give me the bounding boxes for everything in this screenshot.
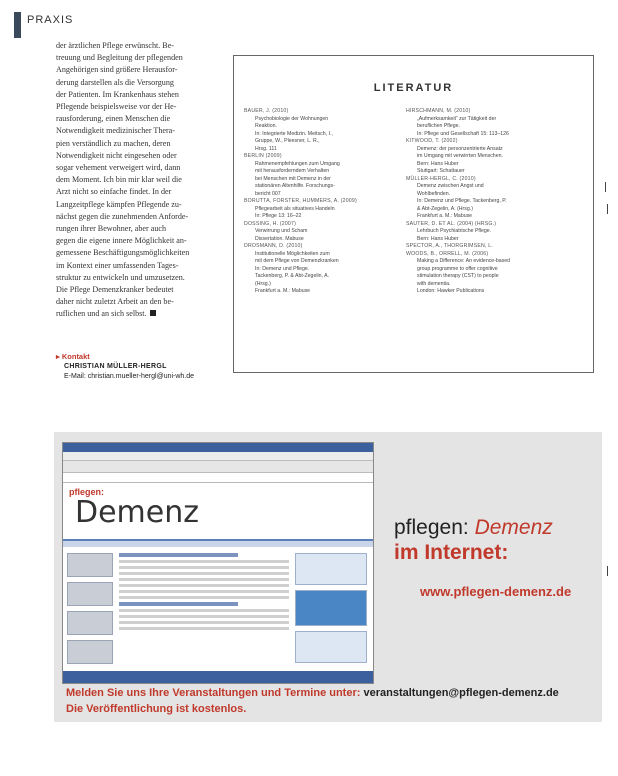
literature-reference (244, 198, 394, 221)
article-line: der Patienten. Im Krankenhaus stehen (56, 89, 179, 99)
reference-line: In: Demenz und Pflege. (255, 265, 310, 272)
reference-line: Lehrbuch Psychiatrische Pflege. (417, 228, 492, 234)
reference-line: Institutionelle Möglichkeiten zum (255, 250, 330, 257)
reference-author: KITWOOD, T. (2002) (406, 138, 458, 144)
ad-headline-prefix: pflegen: (394, 516, 475, 539)
literature-reference (406, 221, 584, 244)
article-line-text: ruflichen und an sich selbst. (56, 309, 147, 319)
reference-line: Stuttgart: Schattauer (417, 168, 465, 174)
article-line: der ärztlichen Pflege erwünscht. Be- (56, 41, 174, 50)
reference-line: Gruppe, W., Pleesner, L. R., (255, 138, 320, 144)
article-body (56, 40, 228, 321)
reference-line: (Hrsg.) (255, 280, 271, 287)
reference-line: bei Menschen mit Demenz in der (255, 175, 331, 182)
site-brand: pflegen: (69, 487, 104, 497)
reference-line: Bern: Hans Huber (417, 235, 459, 242)
text-placeholder (119, 578, 289, 581)
literature-right-column (406, 108, 584, 296)
reference-line: In: Pflege 13: 16–22 (255, 213, 302, 219)
ad-headline (394, 516, 553, 565)
literature-box (233, 55, 594, 373)
literature-reference (244, 108, 394, 153)
text-placeholder (119, 590, 289, 593)
literature-reference (244, 153, 394, 198)
ad-bottom-email[interactable]: veranstaltungen@pflegen-demenz.de (363, 687, 559, 699)
sidebar-thumbnail (67, 553, 113, 577)
right-photo (295, 590, 367, 626)
reference-line: Hrsg. 111 (255, 145, 277, 152)
reference-author: DROSMANN, D. (2010) (244, 243, 303, 249)
article-line: gegen die eigene innere Möglichkeit an- (56, 236, 187, 246)
article-line: gemessene Beschäftigungsmöglichkeiten (56, 248, 190, 258)
reference-author: WOODS, B., ORRELL, M. (2006) (406, 250, 489, 257)
reference-author: SAUTER, D. ET AL. (2004) (HRSG.) (406, 220, 497, 227)
article-line: rausforderung, einen Menschen die (56, 114, 171, 124)
literature-reference (406, 176, 584, 221)
reference-line: group programme to offer cognitive (417, 265, 498, 272)
sidebar-thumbnail (67, 640, 113, 664)
browser-titlebar (63, 443, 373, 452)
article-line: rungen ihrer Bewohner, aber auch (56, 224, 167, 234)
reference-line: Rahmenempfehlungen zum Umgang (255, 160, 340, 167)
reference-line: Demenz: der personzentrierte Ansatz (417, 145, 503, 152)
article-line: nächst gegen die zunehmenden Anforde- (56, 211, 189, 221)
contact-email[interactable]: E-Mail: christian.mueller-hergl@uni-wh.de (64, 373, 195, 380)
reference-author: SPECTOR, A., THORGRIMSEN, L. (406, 243, 493, 249)
text-placeholder (119, 621, 289, 624)
browser-toolbar (63, 461, 373, 473)
ad-bottom-prefix: Melden Sie uns Ihre Veranstaltungen und Termine unter: (66, 687, 364, 699)
reference-line: with dementia. (417, 280, 451, 287)
reference-line: mit dem Pflege von Demenzkranken (255, 258, 339, 264)
contact-name: CHRISTIAN MÜLLER-HERGL (64, 363, 167, 370)
text-placeholder (119, 609, 289, 612)
article-line: derung darstellen als die Versorgung (56, 77, 174, 87)
text-placeholder (119, 572, 289, 575)
site-header (63, 483, 373, 541)
right-box (295, 553, 367, 585)
literature-title: LITERATUR (373, 82, 454, 94)
reference-line: Reaktion. (255, 123, 277, 129)
sidebar-thumbnail (67, 611, 113, 635)
literature-reference (406, 243, 584, 251)
reference-line: beruflichen Pflege. (417, 123, 460, 129)
literature-reference (406, 108, 584, 138)
reference-author: BAUER, J. (2010) (244, 108, 289, 114)
reference-line: „Aufmerksamkeit“ zur Tätigkeit der (417, 115, 497, 122)
site-main-content (119, 553, 289, 667)
end-of-article-mark (150, 310, 156, 316)
right-box (295, 631, 367, 663)
article-line: im Kontext einer umfassenden Tages- (56, 260, 179, 270)
article-line: dem Moment. Ich bin mir klar weil die (56, 175, 182, 185)
text-placeholder (119, 560, 289, 563)
text-placeholder (119, 566, 289, 569)
contact-heading-text: Kontakt (61, 352, 90, 361)
margin-mark (607, 566, 608, 576)
ad-url[interactable]: www.pflegen-demenz.de (420, 584, 572, 599)
reference-line: stimulation therapy (CST) to people (417, 273, 499, 279)
reference-line: London: Hawker Publications (417, 288, 485, 294)
literature-left-column (244, 108, 394, 296)
reference-line: Frankfurt a. M.: Mabuse (255, 288, 311, 294)
text-placeholder (119, 615, 289, 618)
site-nav (63, 541, 373, 547)
reference-line: Dissertation. Mabuse (255, 235, 304, 242)
text-placeholder (119, 584, 289, 587)
literature-reference (406, 138, 584, 176)
article-line: Pflegende beispielsweise vor der He- (56, 102, 177, 112)
reference-line: & Abt-Zegelin, A. (Hrsg.) (417, 205, 473, 212)
article-line: Angehörigen sind größere Herausfor- (56, 65, 178, 75)
site-right-column (295, 553, 367, 667)
section-label: PRAXIS (27, 14, 74, 26)
reference-line: Making a Difference: An evidence-based (417, 258, 511, 264)
contact-heading: ▸ Kontakt (56, 352, 90, 361)
article-line: Notwendigkeit nicht eingesehen oder (56, 150, 177, 160)
website-screenshot (62, 442, 374, 684)
ad-bottom-line2: Die Veröffentlichung ist kostenlos. (66, 703, 247, 715)
reference-author: HIRSCHMANN, M. (2010) (406, 108, 471, 114)
reference-line: stationären Altenhilfe. Forschungs- (255, 183, 335, 189)
reference-line: Bern: Hans Huber (417, 160, 459, 167)
text-placeholder (119, 627, 289, 630)
reference-author: BERLIN (2009) (244, 153, 282, 159)
reference-line: bericht 007 (255, 190, 281, 197)
reference-line: Tackenberg, P. & Abt-Zegelin, A. (255, 273, 330, 279)
browser-page (63, 483, 373, 671)
literature-reference (244, 243, 394, 296)
ad-headline-line2: im Internet: (394, 541, 509, 564)
article-line: struktur zu entwickeln und umzusetzen. (56, 272, 185, 282)
article-line: treuung und Begleitung der pflegenden (56, 53, 183, 63)
main-heading-placeholder (119, 553, 238, 557)
article-line: daher nicht zuletzt Arbeit an den be- (56, 297, 174, 307)
reference-line: im Umgang mit verwirrten Menschen. (417, 153, 503, 159)
main-heading-placeholder (119, 602, 238, 606)
article-line: pien verständlich zu machen, deren (56, 138, 171, 148)
reference-author: BORUTTA, FORSTER, HUMMERS, A. (2009) (244, 198, 357, 204)
margin-mark (605, 182, 606, 192)
contact-block (56, 352, 246, 382)
browser-address-bar (63, 473, 373, 483)
reference-line: In: Integrierte Medizin. Meitsch, I., (255, 130, 333, 137)
literature-reference (244, 221, 394, 244)
browser-statusbar (63, 671, 373, 683)
site-title: Demenz (75, 495, 199, 530)
article-line: Arzt nicht so einfache findet. In der (56, 187, 172, 197)
reference-line: Pflegearbeit als situatives Handeln (255, 205, 335, 212)
reference-author: MÜLLER-HERGL, C. (2010) (406, 175, 476, 182)
article-line: sogar vehement verweigert wird, dann (56, 163, 181, 173)
article-line: Langzeitpflege kämpfen Pflegende zu- (56, 199, 182, 209)
reference-line: In: Demenz und Pflege. Tackenberg, P. (417, 198, 507, 204)
ad-headline-emphasis: Demenz (474, 516, 553, 539)
reference-author: DOSSING, H. (2007) (244, 220, 297, 227)
site-sidebar (67, 553, 113, 667)
reference-line: Wohlbefinden. (417, 190, 451, 197)
reference-line: Demenz zwischen Angst und (417, 183, 484, 189)
literature-reference (406, 251, 584, 296)
advertisement (54, 432, 602, 722)
ad-headline-line1 (394, 516, 553, 540)
browser-menubar (63, 452, 373, 461)
reference-line: In: Pflege und Gesellschaft 15: 113–126 (417, 130, 509, 137)
sidebar-thumbnail (67, 582, 113, 606)
reference-line: Verwirrung und Scham (255, 228, 308, 234)
reference-line: Psychobiologie der Wohnungen (255, 115, 329, 122)
article-line: Die Pflege Demenzkranker bedeutet (56, 285, 174, 295)
margin-mark (607, 204, 608, 214)
text-placeholder (119, 596, 289, 599)
article-line: Notwendigkeit medizinischer Thera- (56, 126, 175, 136)
reference-line: mit herausforderndem Verhalten (255, 168, 330, 174)
reference-line: Frankfurt a. M.: Mabuse (417, 213, 473, 219)
article-line-last (56, 308, 228, 320)
section-bar (14, 12, 21, 38)
ad-bottom-line1 (66, 687, 559, 699)
